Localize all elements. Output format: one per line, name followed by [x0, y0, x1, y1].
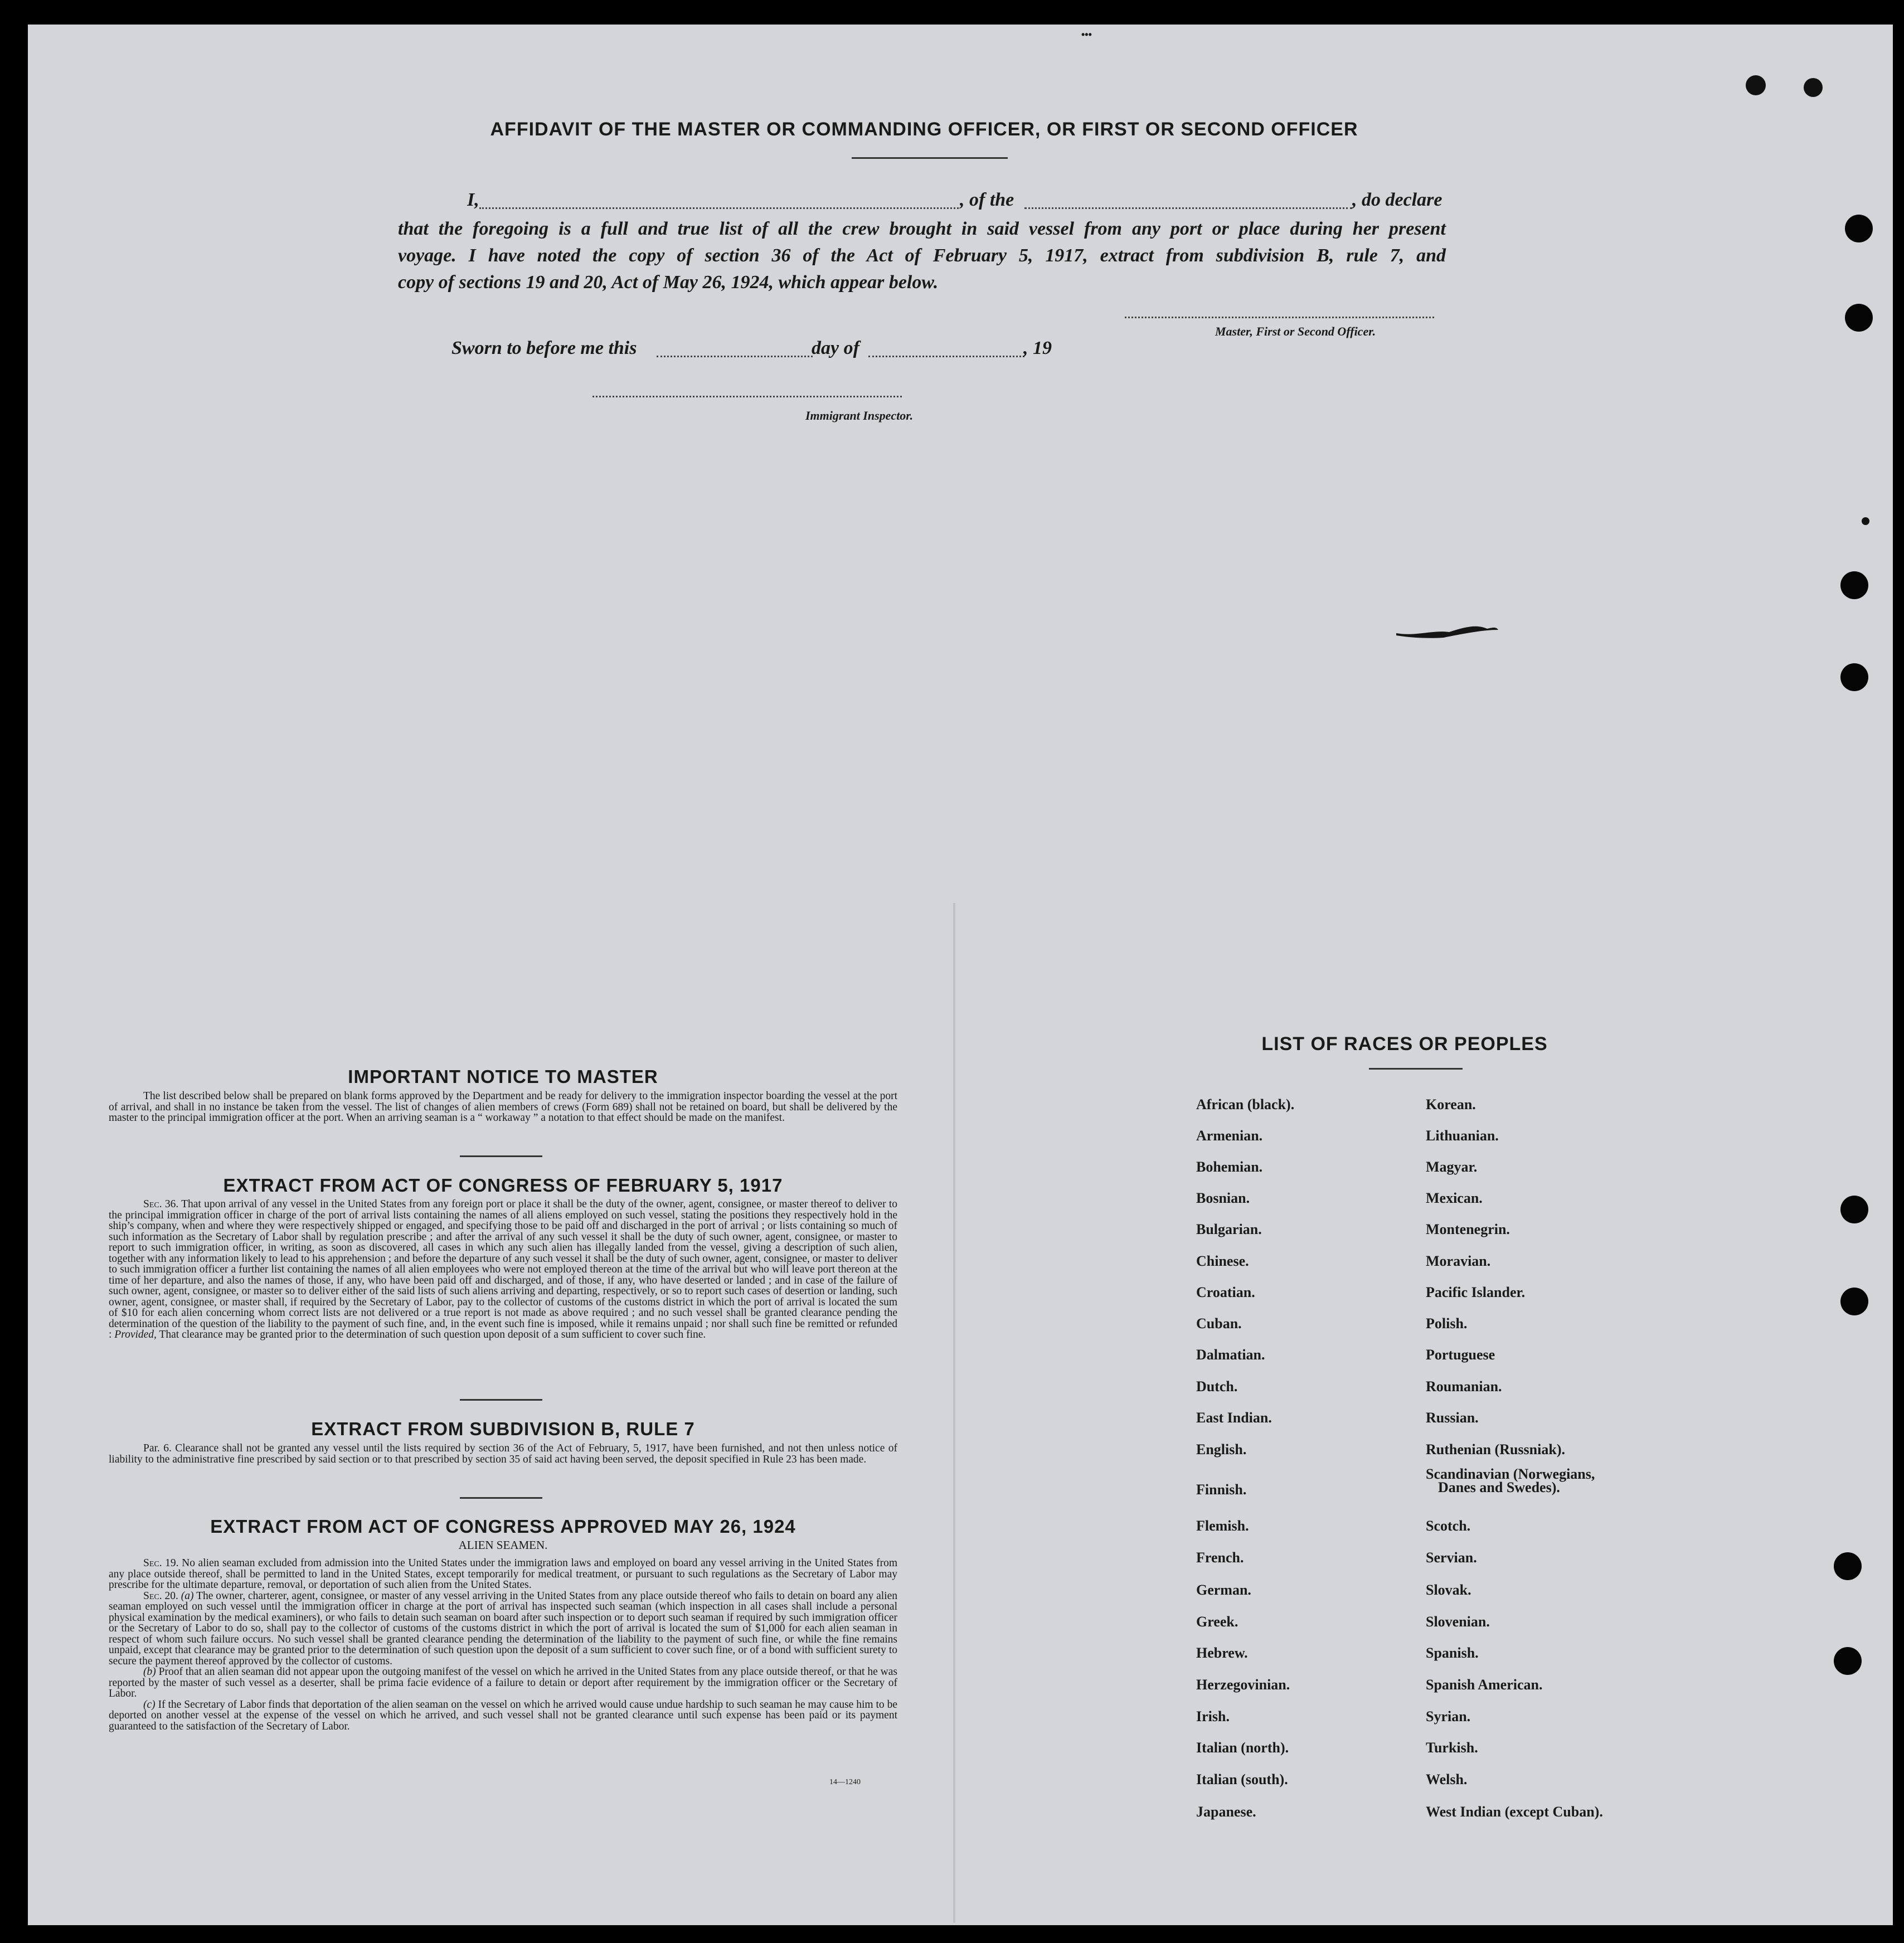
race-item: Ruthenian (Russniak).	[1426, 1441, 1565, 1458]
race-item: Flemish.	[1196, 1518, 1249, 1534]
ink-spot	[1862, 517, 1869, 525]
section-20c-text	[109, 1699, 897, 1732]
race-item: Dutch.	[1196, 1378, 1238, 1395]
race-item: Portuguese	[1426, 1347, 1495, 1363]
affidavit-body-line: voyage. I have noted the copy of section 36 of the Act of February 5, 1917, extract from subdivision B, rule 7, and	[398, 245, 1446, 266]
race-item: Spanish American.	[1426, 1677, 1543, 1693]
race-item: Greek.	[1196, 1614, 1238, 1630]
declarant-prefix: I,	[467, 190, 479, 210]
affidavit-title: AFFIDAVIT OF THE MASTER OR COMMANDING OFFICER, OR FIRST OR SECOND OFFICER	[490, 119, 1358, 140]
race-item: Mexican.	[1426, 1190, 1483, 1206]
race-item: English.	[1196, 1441, 1247, 1458]
notice-text: The list described below shall be prepared on blank forms approved by the Department and be ready for delivery to the immigration inspector boarding the vessel at the port of arrival, and shall in no instance be taken from the vessel. The list of changes of alien members of crews (Form 689) shall not be retained on board, but shall be delivered by the master to the principal immigration officer at the port. When an arriving seaman is a “ workaway ” a notation to that effect should be made on the manifest.	[109, 1090, 897, 1124]
sworn-line	[451, 338, 1065, 366]
section-20b-body: Proof that an alien seaman did not appear upon the outgoing manifest of the vessel on which he arrived in the United States from any place outside thereof, or that he was reported by the master of such vessel as a deserter, shall be prima facie evidence of a failure to detain or deport after requirement by the immigration officer or the Secretary of Labor.	[109, 1666, 897, 1699]
section-36-text: That upon arrival of any vessel in the United States from any foreign port or place it shall be the duty of the owner, agent, consignee, or master thereof to deliver to the principal immigration officer in charge of the port of arrival lists containing the names of all aliens employed on such vessel, stating the positions they respectively hold in the ship’s company, when and where they were respectively shipped or engaged, and specifying those to be paid off and discharged in the port of arrival ; or lists containing so much of such information as the Secretary of Labor shall by regulation prescribe ; and after the arrival of any such vessel it shall be the duty of such owner, agent, consignee, or master to report to such immigration officer, in writing, as soon as discovered, all cases in which any such alien has illegally landed from the vessel, giving a description of such alien, together with any information likely to lead to his apprehension ; and before the departure of any such vessel it shall be the duty of such owner, agent, consignee, or master to deliver to such immigration officer a further list containing the names of all alien employees who were not employed thereon at the time of the arrival but who will leave port thereon at the time of her departure, and also the names of those, if any, who have been paid off and discharged, and of those, if any, who have deserted or landed ; and in case of the failure of such owner, agent, consignee, or master so to deliver either of the said lists of such aliens arriving and departing, respectively, or so to report such cases of desertion or landing, such owner, agent, consignee, or master shall, if required by the Secretary of Labor, pay to the collector of customs of the customs district in which the port of arrival is located the sum of $10 for each alien concerning whom correct lists are not delivered or a true report is not made as above required ; and no such vessel shall be granted clearance pending the determination of the question of the liability to the payment of such fine, and, in the event such fine is imposed, while it remains unpaid ; nor shall such fine be remitted or refunded :	[109, 1198, 897, 1340]
year-prefix-text: , 19	[1023, 338, 1052, 358]
title-divider	[852, 157, 1008, 159]
extract-1924-title: EXTRACT FROM ACT OF CONGRESS APPROVED MAY 26, 1924	[210, 1516, 796, 1537]
header-marks: •••	[1081, 29, 1092, 40]
affidavit-body-line: that the foregoing is a full and true list of all the crew brought in said vessel from any port or place during her present	[398, 218, 1446, 239]
races-title: LIST OF RACES OR PEOPLES	[1261, 1033, 1548, 1055]
race-item: Bosnian.	[1196, 1190, 1250, 1206]
declarant-name-field[interactable]	[479, 207, 959, 209]
punch-hole	[1834, 1552, 1862, 1580]
clause-label: (c)	[143, 1698, 156, 1711]
race-item: Magyar.	[1426, 1159, 1478, 1175]
section-20a-text	[109, 1591, 897, 1667]
sworn-day-field[interactable]	[657, 356, 813, 357]
section-divider	[460, 1155, 542, 1157]
section-label: Sec. 19.	[143, 1557, 179, 1569]
race-item: Italian (north).	[1196, 1740, 1289, 1756]
race-item: Russian.	[1426, 1410, 1479, 1426]
section-label: Sec. 36.	[143, 1198, 179, 1210]
section-label: Sec. 20.	[143, 1590, 178, 1602]
race-item: Montenegrin.	[1426, 1221, 1510, 1237]
rule-7-text	[109, 1443, 897, 1465]
section-19-text	[109, 1558, 897, 1591]
section-20a-body: The owner, charterer, agent, consignee, or master of any vessel arriving in the United States from any place outside thereof who fails to detain on board any alien seaman employed on such vessel until the immigration officer in charge at the port of arrival has inspected such seaman (which inspection in all cases shall include a personal physical examination by the medical examiners), or who fails to detain such seaman on board after such inspection or to deport such seaman if required by such immigration officer or the Secretary of Labor to do so, shall pay to the collector of customs of the customs district in which the port of arrival is located the sum of $1,000 for each alien seaman in respect of whom such failure occurs. No such vessel shall be granted clearance pending the determination of the liability to the payment of such fine, or while the fine remains unpaid, except that clearance may be granted prior to the determination of such question upon the deposit of a sum sufficient to cover such fine, or of a bond with sufficient surety to secure the payment thereof approved by the collector of customs.	[109, 1590, 897, 1667]
affidavit-declaration-line	[467, 190, 1448, 217]
day-of-text: day of	[812, 338, 859, 358]
race-item: Italian (south).	[1196, 1771, 1288, 1787]
race-item: African (black).	[1196, 1096, 1295, 1113]
races-divider	[1369, 1068, 1463, 1070]
race-item: Finnish.	[1196, 1481, 1247, 1498]
section-19-body: No alien seaman excluded from admission into the United States under the immigration laws and employed on board any vessel arriving in the United States from any place outside thereof, shall be permitted to land in the United States, except temporarily for medical treatment, or pursuant to such regulations as the Secretary of Labor may prescribe for the ultimate departure, removal, or deportation of such alien from the United States.	[109, 1557, 898, 1591]
section-36-text-end: That clearance may be granted prior to the determination of such question upon deposit of a sum sufficient to cover such fine.	[159, 1329, 706, 1340]
race-item: Pacific Islander.	[1426, 1284, 1526, 1300]
race-item: Welsh.	[1426, 1771, 1468, 1787]
race-item: West Indian (except Cuban).	[1426, 1804, 1603, 1820]
race-item: Hebrew.	[1196, 1645, 1248, 1661]
inspector-signature-field[interactable]	[592, 396, 902, 397]
extract-1917-text	[109, 1199, 897, 1340]
punch-hole	[1834, 1647, 1862, 1675]
master-signature-label: Master, First or Second Officer.	[1215, 324, 1376, 338]
punch-hole	[1840, 1288, 1868, 1315]
race-item: Japanese.	[1196, 1804, 1256, 1820]
extract-1924-section	[109, 1516, 897, 1732]
rule-7-section	[109, 1419, 897, 1465]
race-item: Roumanian.	[1426, 1378, 1502, 1395]
punch-hole	[1840, 663, 1868, 691]
punch-hole	[1845, 215, 1873, 242]
race-item: Bohemian.	[1196, 1159, 1263, 1175]
race-item: French.	[1196, 1549, 1244, 1566]
form-number: 14—1240	[829, 1778, 861, 1786]
race-item: German.	[1196, 1582, 1251, 1598]
notice-title: IMPORTANT NOTICE TO MASTER	[348, 1066, 658, 1087]
alien-seamen-subtitle: ALIEN SEAMEN.	[458, 1538, 548, 1552]
section-divider	[460, 1399, 542, 1401]
paragraph-label: Par. 6.	[143, 1442, 172, 1454]
race-item: Spanish.	[1426, 1645, 1479, 1661]
affidavit-body-line: copy of sections 19 and 20, Act of May 26, 1924, which appear below.	[398, 272, 939, 293]
extract-1917-title: EXTRACT FROM ACT OF CONGRESS OF FEBRUARY 5, 1917	[223, 1175, 783, 1196]
inspector-label: Immigrant Inspector.	[805, 409, 914, 422]
paragraph-6-text: Clearance shall not be granted any vessel until the lists required by section 36 of the Act of February, 5, 1917, have been furnished, and not then unless notice of liability to the administrative fine prescribed by said section or to that prescribed by section 35 of said act having been served, the deposit specified in Rule 23 has been made.	[109, 1442, 898, 1465]
race-item: Bulgarian.	[1196, 1221, 1262, 1237]
punch-hole	[1845, 304, 1873, 332]
punch-hole	[1840, 571, 1868, 599]
rule-7-title: EXTRACT FROM SUBDIVISION B, RULE 7	[311, 1419, 695, 1439]
ink-spot	[1746, 75, 1766, 95]
section-divider	[460, 1497, 542, 1499]
race-item: Irish.	[1196, 1708, 1230, 1725]
race-item: Turkish.	[1426, 1740, 1478, 1756]
race-item: Scotch.	[1426, 1518, 1471, 1534]
section-20b-text	[109, 1667, 897, 1699]
of-the-text: , of the	[960, 190, 1014, 210]
race-item: Polish.	[1426, 1315, 1468, 1332]
race-item: Cuban.	[1196, 1315, 1242, 1332]
ink-spot	[1804, 78, 1823, 97]
race-item: Scandinavian (Norwegians,	[1426, 1466, 1595, 1482]
sworn-month-field[interactable]	[868, 356, 1024, 357]
master-signature-field[interactable]	[1125, 317, 1434, 318]
race-item: Servian.	[1426, 1549, 1477, 1566]
proviso-word: Provided,	[114, 1329, 157, 1340]
sworn-text: Sworn to before me this	[451, 338, 637, 358]
ink-smudge	[1393, 613, 1499, 641]
notice-section	[109, 1066, 897, 1124]
clause-label: (b)	[143, 1666, 156, 1678]
page-fold-line	[953, 903, 955, 1923]
do-declare-text: , do declare	[1352, 190, 1442, 210]
section-20c-body: If the Secretary of Labor finds that deportation of the alien seaman on the vessel on which he arrived would cause undue hardship to such seaman he may cause him to be deported on another vessel at the expense of the vessel on which he arrived, and such vessel shall not be granted clearance until such expense has been paid or its payment guaranteed to the satisfaction of the Secretary of Labor.	[109, 1698, 897, 1732]
affidavit-body	[398, 216, 1446, 296]
race-item: Lithuanian.	[1426, 1128, 1499, 1144]
race-item: East Indian.	[1196, 1410, 1272, 1426]
punch-hole	[1840, 1196, 1868, 1223]
race-item: Chinese.	[1196, 1253, 1249, 1269]
extract-1917-section	[109, 1175, 897, 1340]
race-item: Korean.	[1426, 1096, 1476, 1113]
clause-label: (a)	[181, 1590, 194, 1602]
race-item: Moravian.	[1426, 1253, 1491, 1269]
race-item: Croatian.	[1196, 1284, 1255, 1300]
race-item: Syrian.	[1426, 1708, 1471, 1725]
race-item: Dalmatian.	[1196, 1347, 1265, 1363]
vessel-name-field[interactable]	[1024, 207, 1352, 209]
race-item: Armenian.	[1196, 1128, 1263, 1144]
race-item: Herzegovinian.	[1196, 1677, 1290, 1693]
race-item-continuation: Danes and Swedes).	[1438, 1479, 1560, 1495]
race-item: Slovak.	[1426, 1582, 1471, 1598]
race-item: Slovenian.	[1426, 1614, 1490, 1630]
